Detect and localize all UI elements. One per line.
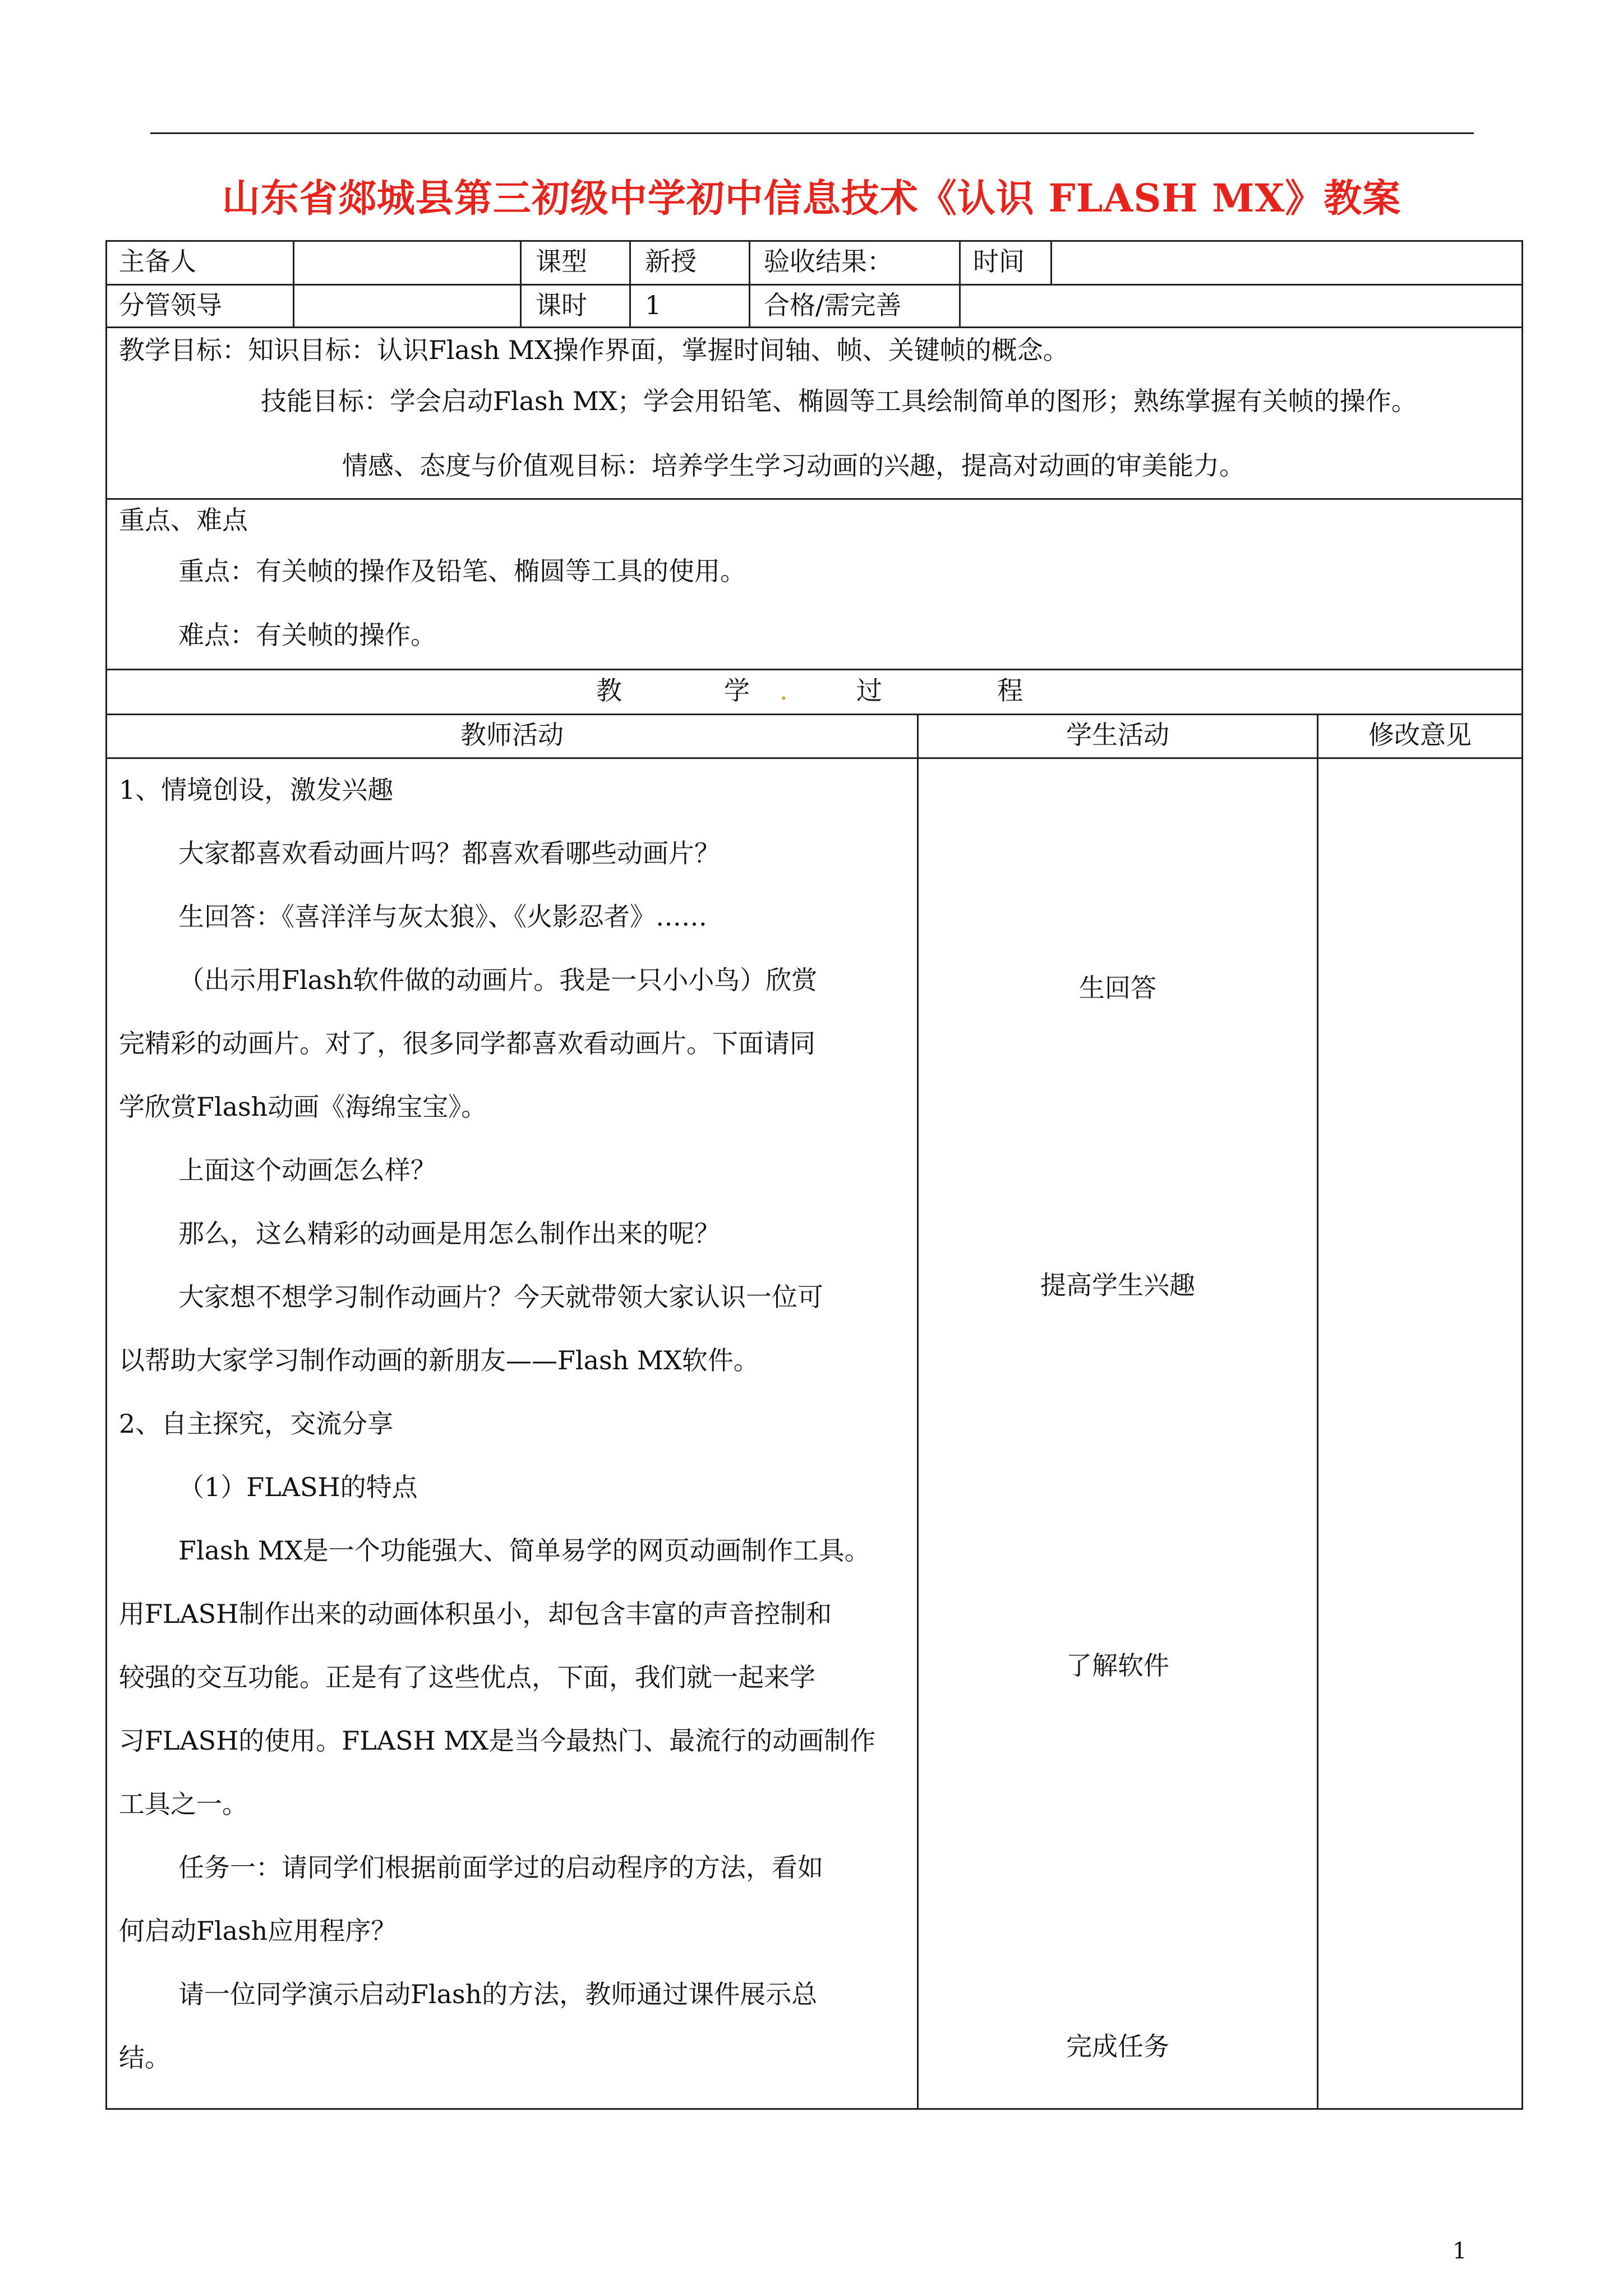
student-activity: 提高学生兴趣 (1040, 1270, 1195, 1300)
periods-value: 1 (645, 290, 662, 320)
process-heading-char: 过 (856, 675, 882, 706)
teacher-line: 以帮助大家学习制作动画的新朋友——Flash MX软件。 (119, 1345, 759, 1375)
header-rule (150, 132, 1474, 134)
teacher-line: 生回答：《喜洋洋与灰太狼》、《火影忍者》…… (178, 901, 707, 932)
student-activity: 完成任务 (1066, 2031, 1169, 2062)
col-header-teacher: 教师活动 (460, 720, 564, 750)
time-label: 时间 (973, 246, 1025, 277)
teacher-line: 大家都喜欢看动画片吗？都喜欢看哪些动画片？ (178, 838, 720, 868)
teacher-line: （1）FLASH的特点 (178, 1472, 418, 1502)
periods-label: 课时 (536, 290, 587, 320)
goals-attitude: 情感、态度与价值观目标：培养学生学习动画的兴趣，提高对动画的审美能力。 (342, 450, 1245, 481)
supervisor-label: 分管领导 (119, 290, 222, 320)
process-heading-char: 教 (596, 675, 622, 706)
teacher-line: 习FLASH的使用。FLASH MX是当今最热门、最流行的动画制作 (119, 1726, 876, 1756)
teacher-line: 那么，这么精彩的动画是用怎么制作出来的呢？ (178, 1218, 720, 1249)
page-title: 山东省郯城县第三初级中学初中信息技术《认识 FLASH MX》教案 (222, 176, 1401, 221)
teacher-line: 结。 (119, 2042, 170, 2073)
acceptance-label: 验收结果： (764, 246, 893, 277)
teacher-line: （出示用Flash软件做的动画片。我是一只小小鸟）欣赏 (178, 965, 818, 995)
qualified-label: 合格/需完善 (764, 290, 902, 320)
teacher-line: 较强的交互功能。正是有了这些优点，下面，我们就一起来学 (119, 1662, 815, 1692)
teacher-line: 用FLASH制作出来的动画体积虽小，却包含丰富的声音控制和 (119, 1599, 832, 1629)
student-activity: 了解软件 (1066, 1650, 1169, 1681)
teacher-line: 2、自主探究，交流分享 (119, 1409, 394, 1439)
process-heading-char: 学 (724, 675, 750, 706)
col-header-notes: 修改意见 (1368, 720, 1472, 750)
teacher-line: 任务一：请同学们根据前面学过的启动程序的方法，看如 (178, 1852, 823, 1883)
page-number: 1 (1453, 2238, 1467, 2264)
teacher-line: 学欣赏Flash动画《海绵宝宝》。 (119, 1092, 487, 1122)
teacher-line: Flash MX是一个功能强大、简单易学的网页动画制作工具。 (178, 1535, 870, 1566)
lesson-type-label: 课型 (536, 246, 587, 277)
student-activity: 生回答 (1079, 973, 1156, 1003)
teacher-line: 工具之一。 (119, 1789, 248, 1819)
preparer-label: 主备人 (119, 246, 196, 277)
key-point-difficulty: 难点：有关帧的操作。 (178, 620, 436, 650)
teacher-line: 上面这个动画怎么样？ (178, 1155, 436, 1185)
teacher-line: 请一位同学演示启动Flash的方法，教师通过课件展示总 (178, 1979, 818, 2009)
col-header-student: 学生活动 (1066, 720, 1169, 750)
teacher-line: 完精彩的动画片。对了，很多同学都喜欢看动画片。下面请同 (119, 1028, 815, 1059)
teacher-line: 何启动Flash应用程序？ (119, 1916, 397, 1946)
process-heading-char: 程 (997, 675, 1023, 706)
goals-knowledge: 教学目标：知识目标：认识Flash MX操作界面，掌握时间轴、帧、关键帧的概念。 (119, 335, 1069, 365)
teacher-line: 1、情境创设，激发兴趣 (119, 775, 394, 805)
key-points-heading: 重点、难点 (119, 505, 248, 535)
goals-skills: 技能目标：学会启动Flash MX；学会用铅笔、椭圆等工具绘制简单的图形；熟练掌握有关帧的操作。 (261, 386, 1417, 416)
decorative-dot: . (780, 675, 788, 706)
key-point-focus: 重点：有关帧的操作及铅笔、椭圆等工具的使用。 (178, 556, 746, 586)
lesson-type-value: 新授 (645, 246, 697, 277)
teacher-line: 大家想不想学习制作动画片？今天就带领大家认识一位可 (178, 1282, 823, 1312)
